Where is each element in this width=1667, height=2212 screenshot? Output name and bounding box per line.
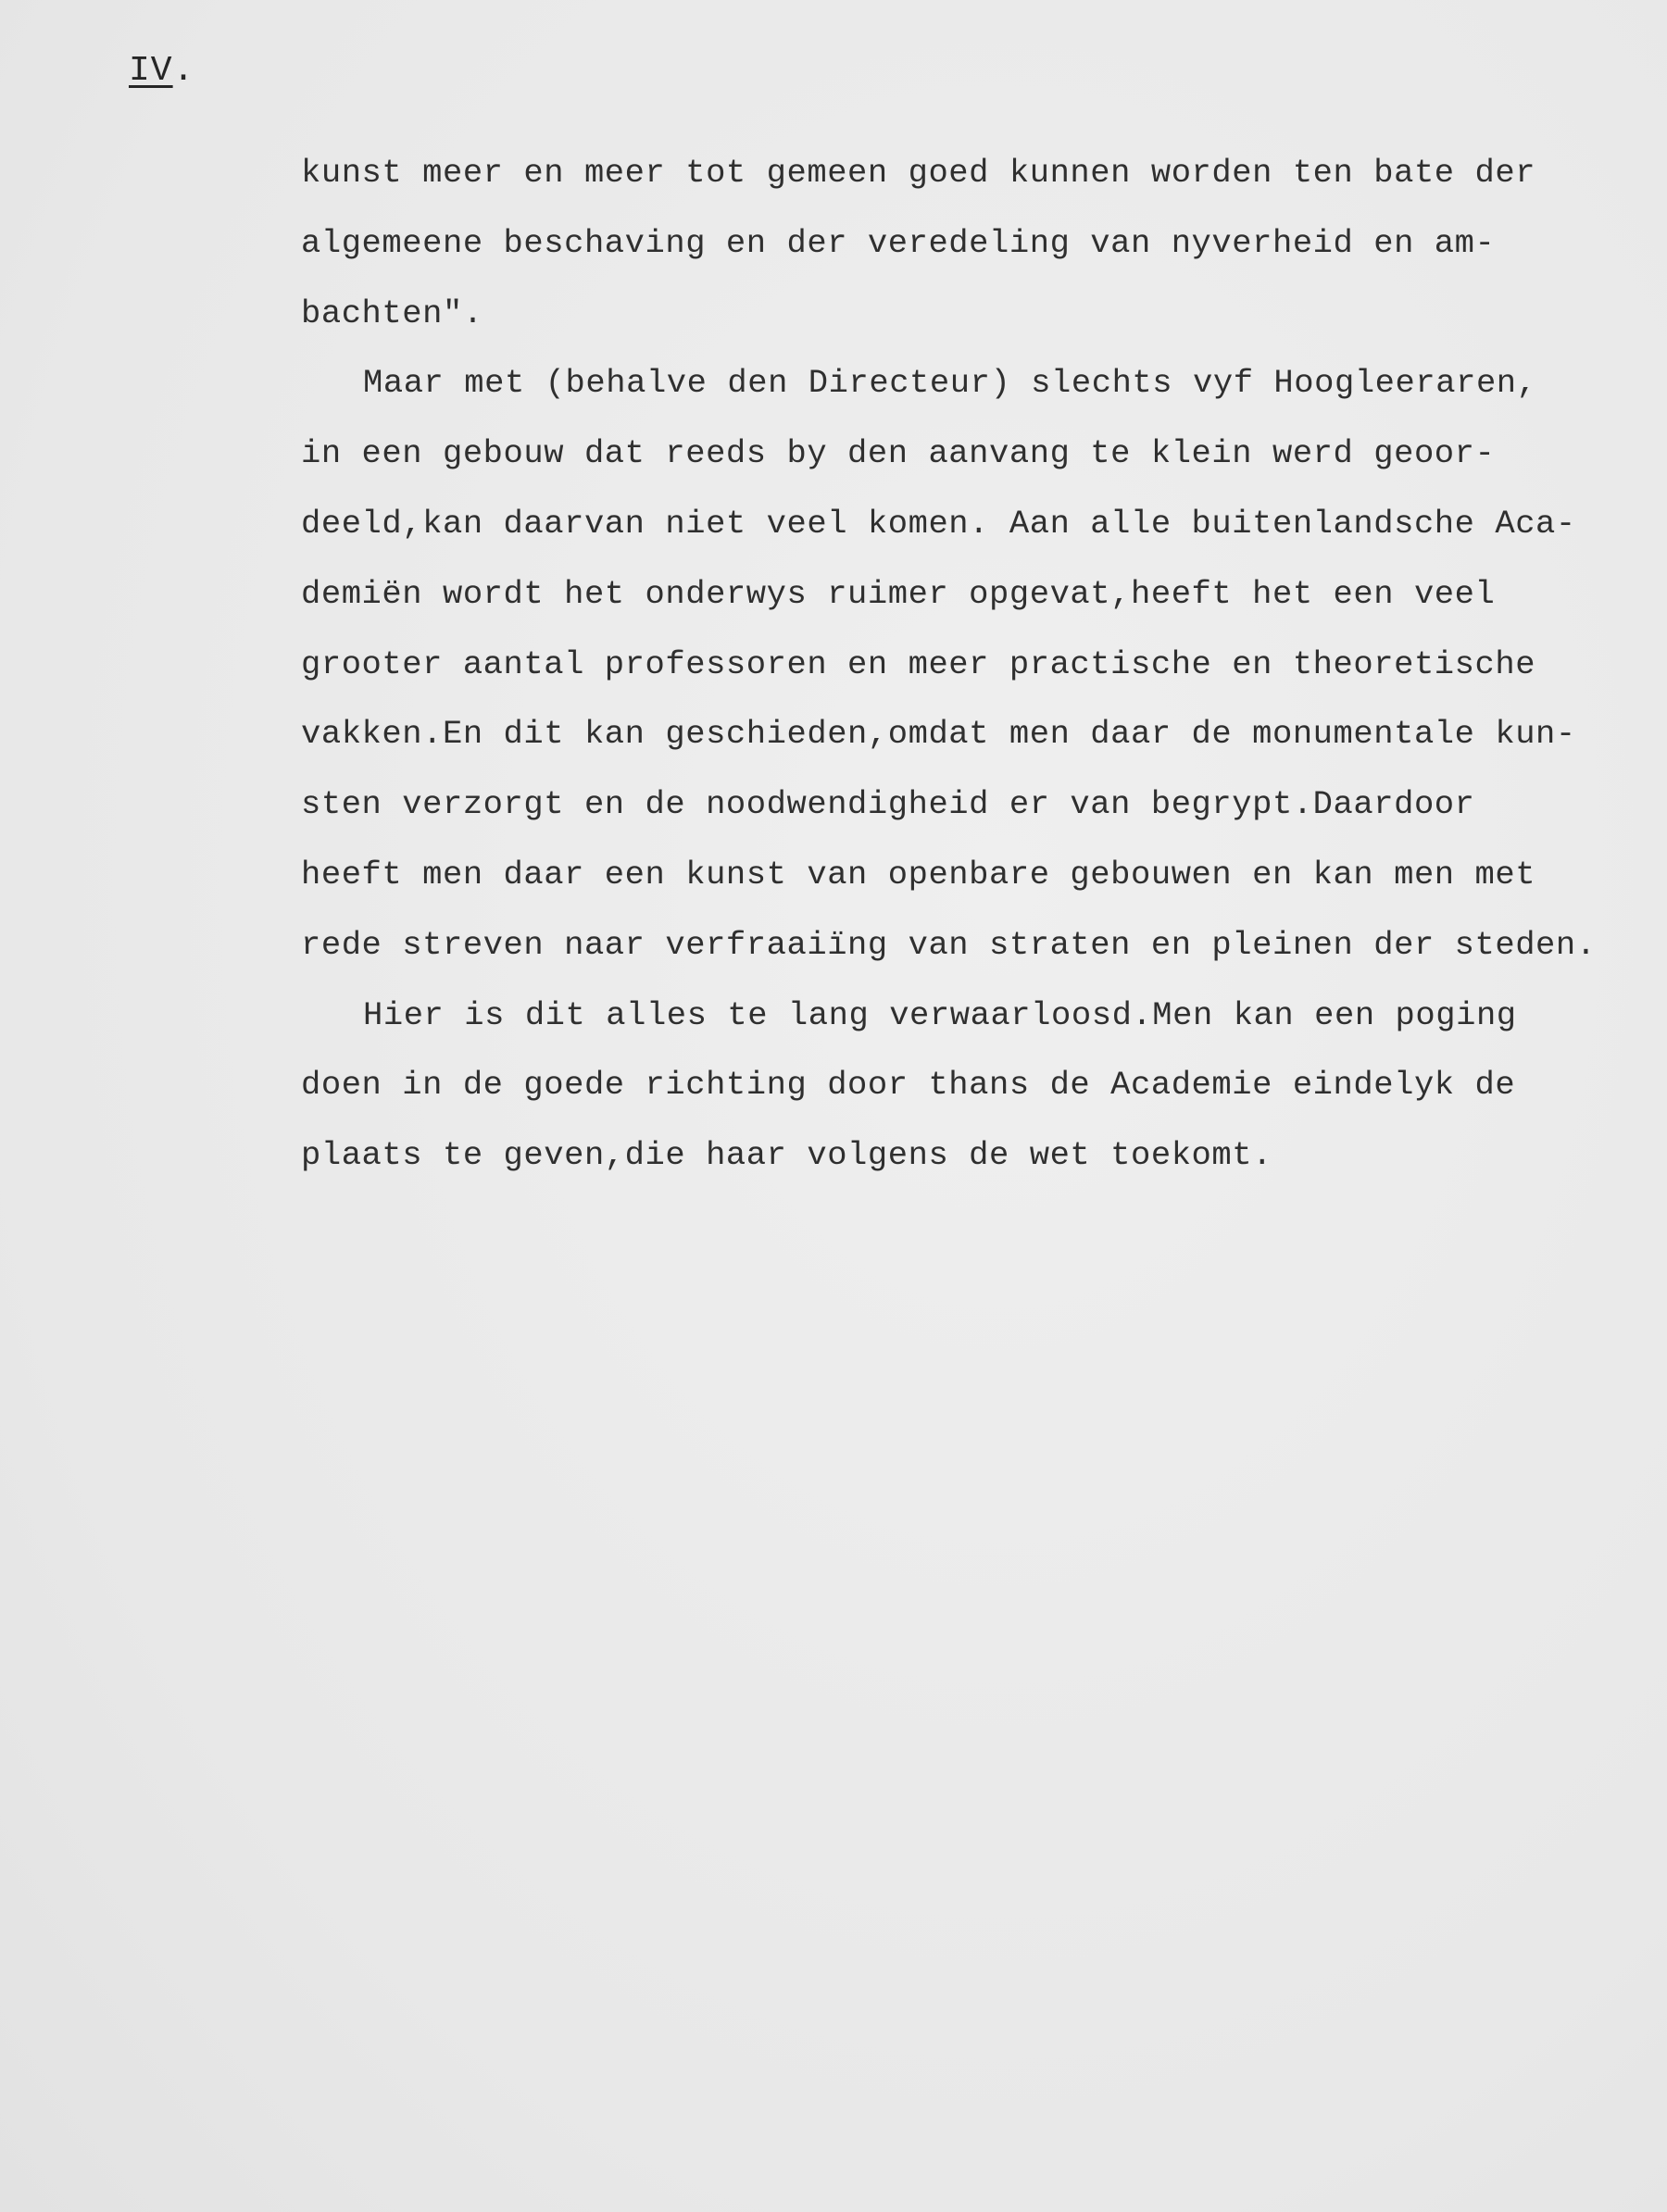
text-line: heeft men daar een kunst van openbare gebouwen en kan men met — [301, 855, 1536, 894]
text-line: sten verzorgt en de noodwendigheid er van begrypt.Daardoor — [301, 785, 1475, 824]
page-number-numeral: IV — [129, 51, 173, 91]
text-line: Maar met (behalve den Directeur) slechts vyf Hoogleeraren, — [363, 364, 1537, 403]
text-line: in een gebouw dat reeds by den aanvang te klein werd geoor- — [301, 434, 1496, 473]
text-line: grooter aantal professoren en meer practische en theoretische — [301, 644, 1536, 683]
text-line: rede streven naar verfraaiïng van straten en pleinen der steden. — [301, 925, 1597, 964]
page-number-suffix: . — [172, 51, 195, 91]
text-line: algemeene beschaving en der veredeling van nyverheid en am- — [301, 223, 1496, 262]
page-number — [129, 51, 195, 91]
text-line: vakken.En dit kan geschieden,omdat men daar de monumentale kun- — [301, 715, 1576, 754]
text-line: bachten". — [301, 294, 483, 332]
text-line: Hier is dit alles te lang verwaarloosd.Men kan een poging — [363, 995, 1517, 1034]
body-text — [301, 144, 1653, 1197]
text-line: plaats te geven,die haar volgens de wet toekomt. — [301, 1136, 1272, 1175]
text-line: demiën wordt het onderwys ruimer opgevat,heeft het een veel — [301, 574, 1496, 613]
text-line: kunst meer en meer tot gemeen goed kunnen worden ten bate der — [301, 154, 1536, 192]
text-line: deeld,kan daarvan niet veel komen. Aan alle buitenlandsche Aca- — [301, 504, 1576, 543]
text-line: doen in de goede richting door thans de Academie eindelyk de — [301, 1066, 1516, 1105]
